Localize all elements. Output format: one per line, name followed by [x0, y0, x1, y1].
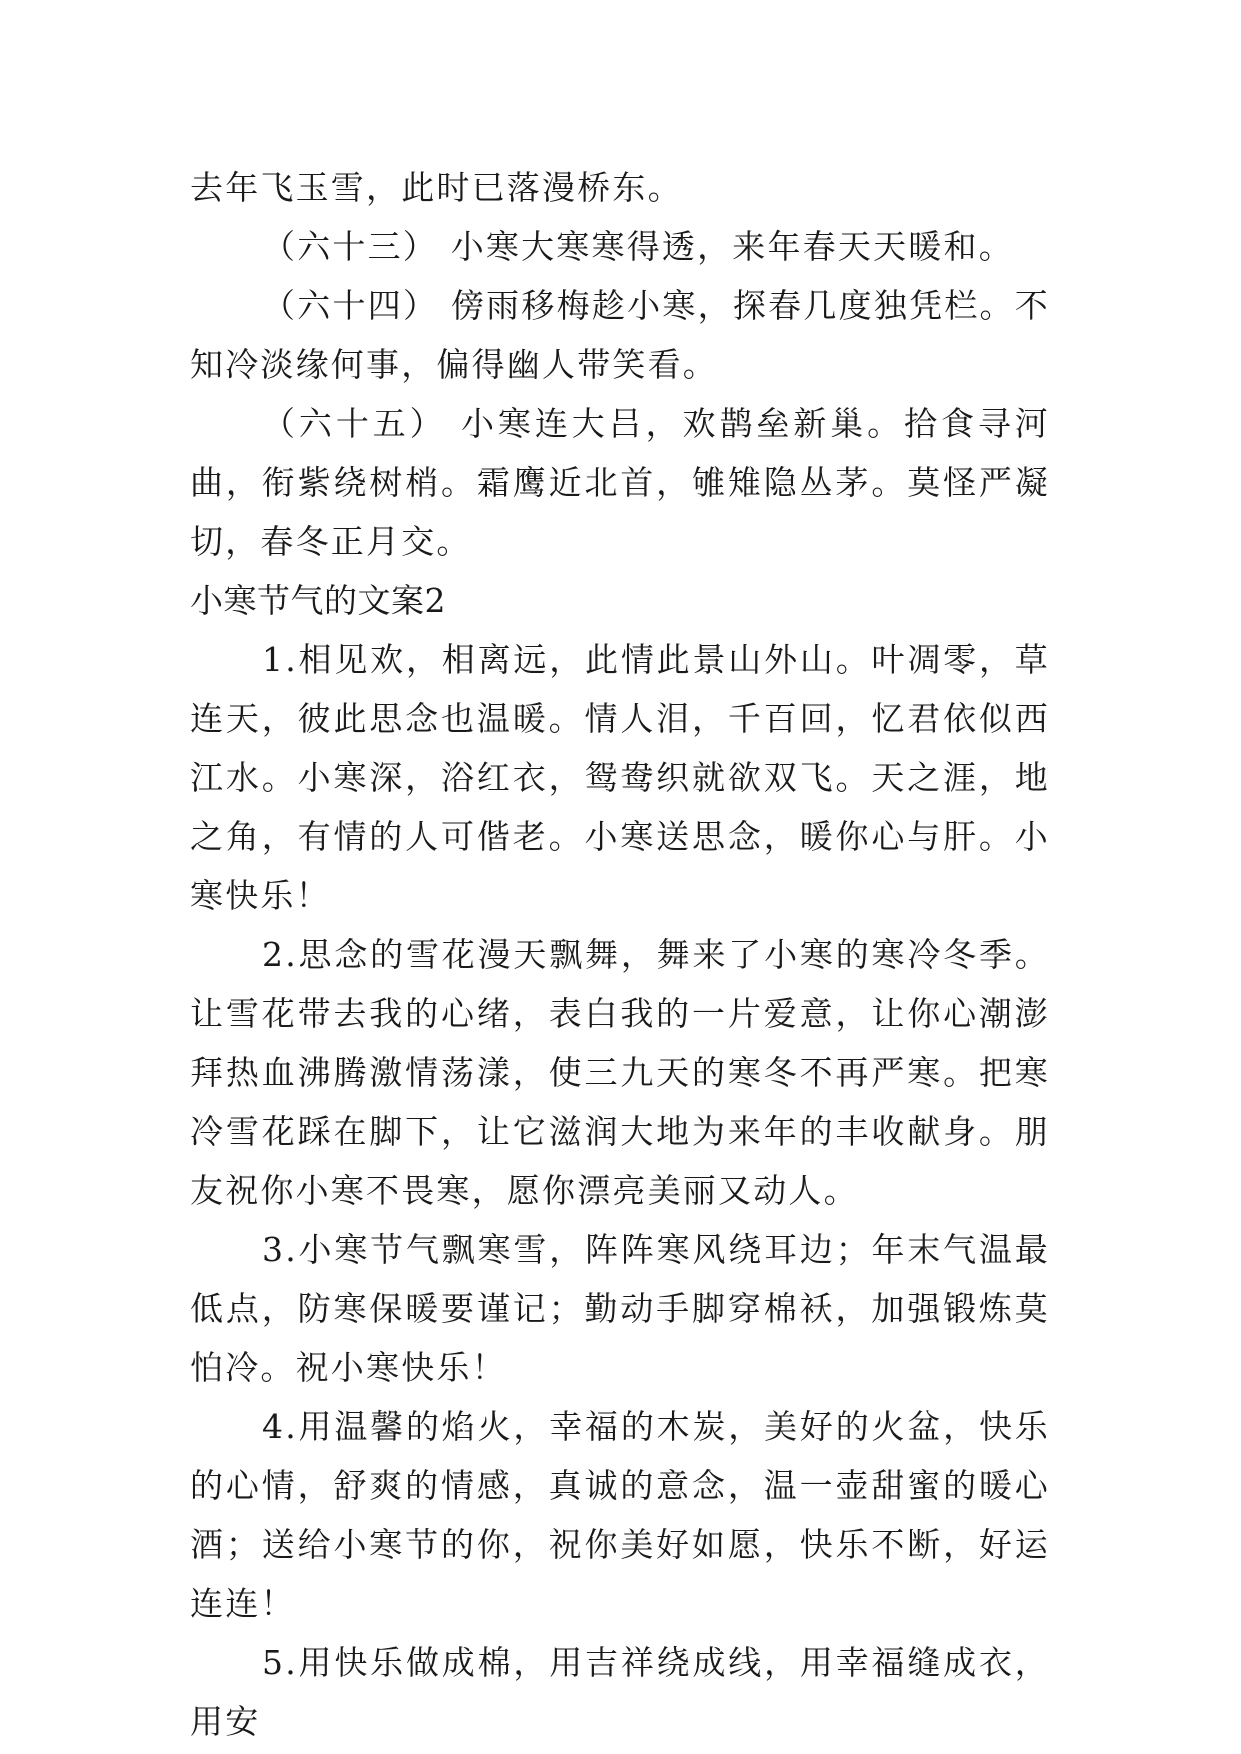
document-body — [190, 158, 1050, 1751]
section-heading: 小寒节气的文案2 — [190, 581, 446, 620]
paragraph-item-5: 5.用快乐做成棉，用吉祥绕成线，用幸福缝成衣，用安 — [190, 1643, 1050, 1741]
paragraph-item-4: 4.用温馨的焰火，幸福的木炭，美好的火盆，快乐的心情，舒爽的情感，真诚的意念，温一壶甜蜜的暖心酒；送给小寒节的你，祝你美好如愿，快乐不断，好运连连！ — [190, 1407, 1050, 1623]
paragraph-item-3: 3.小寒节气飘寒雪，阵阵寒风绕耳边；年末气温最低点，防寒保暖要谨记；勤动手脚穿棉袄，加强锻炼莫怕冷。祝小寒快乐！ — [190, 1230, 1050, 1387]
paragraph-poem-64: （六十四） 傍雨移梅趁小寒，探春几度独凭栏。不知冷淡缘何事，偏得幽人带笑看。 — [190, 286, 1050, 384]
paragraph-poem-63: （六十三） 小寒大寒寒得透，来年春天天暖和。 — [262, 227, 1014, 266]
paragraph-item-1: 1.相见欢，相离远，此情此景山外山。叶凋零，草连天，彼此思念也温暖。情人泪，千百回，忆君依似西江水。小寒深，浴红衣，鸳鸯织就欲双飞。天之涯，地之角，有情的人可偕老。小寒送思念，暖你心与肝。小寒快乐！ — [190, 640, 1050, 915]
paragraph-continuation: 去年飞玉雪，此时已落漫桥东。 — [190, 168, 683, 207]
paragraph-poem-65: （六十五） 小寒连大吕，欢鹊垒新巢。拾食寻河曲，衔紫绕树梢。霜鹰近北首，雊雉隐丛茅。莫怪严凝切，春冬正月交。 — [190, 404, 1050, 561]
paragraph-item-2: 2.思念的雪花漫天飘舞，舞来了小寒的寒冷冬季。让雪花带去我的心绪，表白我的一片爱意，让你心潮澎拜热血沸腾激情荡漾，使三九天的寒冬不再严寒。把寒冷雪花踩在脚下，让它滋润大地为来年的丰收献身。朋友祝你小寒不畏寒，愿你漂亮美丽又动人。 — [190, 935, 1050, 1210]
